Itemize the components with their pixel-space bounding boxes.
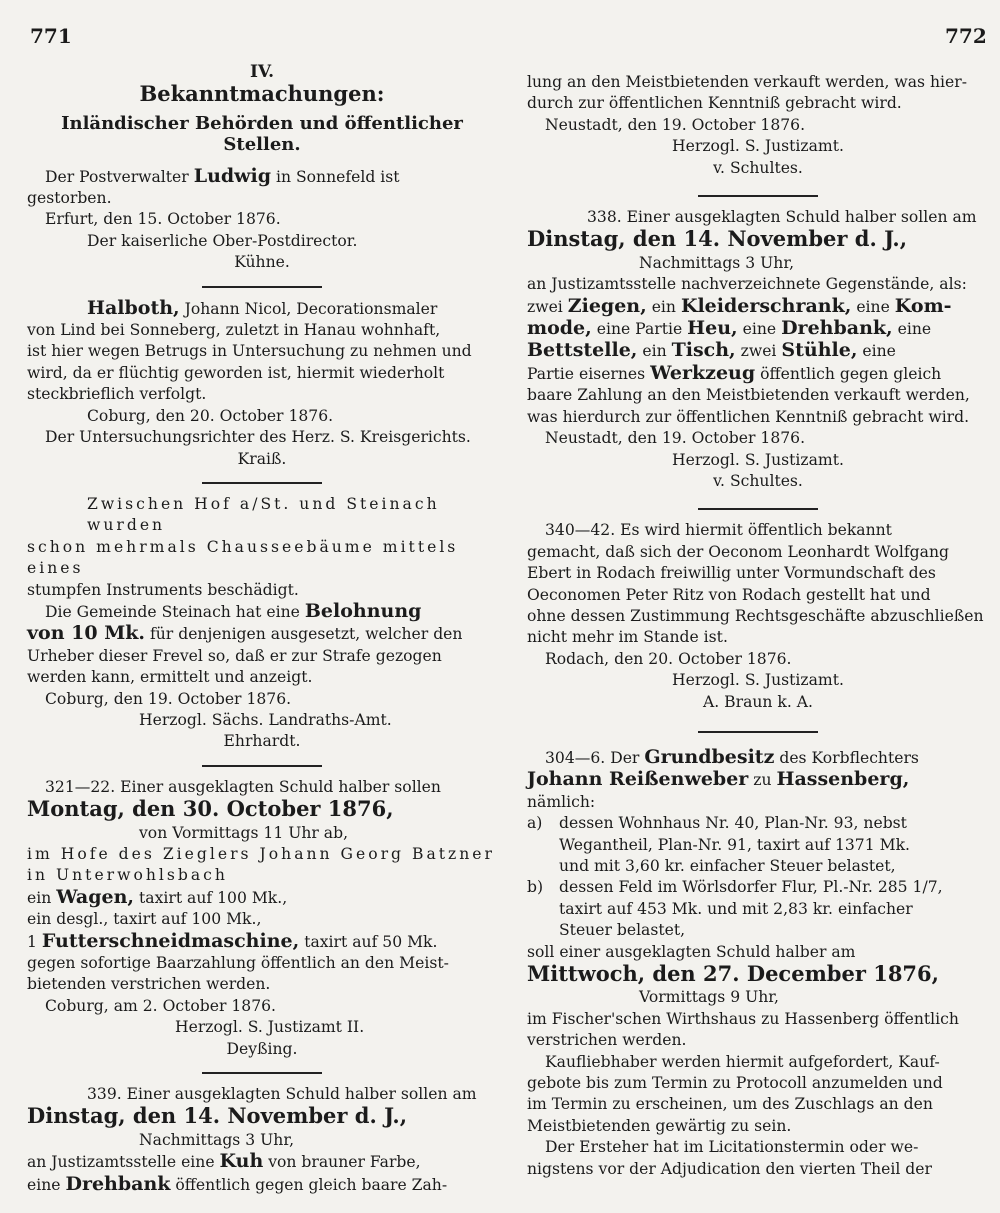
text-line: taxirt auf 453 Mk. und mit 2,83 kr. einfacher (559, 899, 913, 918)
divider (202, 286, 322, 288)
emphasis-amount: von 10 Mk. (27, 622, 146, 645)
list-item (527, 813, 989, 877)
text-line: durch zur öffentlichen Kenntniß gebracht wird. (527, 94, 902, 113)
signature: Kühne. (234, 253, 290, 272)
emphasis-item: Tisch, (671, 339, 736, 362)
text-line: Ebert in Rodach freiwillig unter Vormundschaft des (527, 564, 936, 583)
text-line: Wegantheil, Plan-Nr. 91, taxirt auf 1371 Mk. (559, 835, 910, 854)
emphasis-item: Werkzeug (650, 361, 756, 384)
emphasis-item: Wagen, (56, 885, 135, 908)
emphasis-item: Bettstelle, (527, 339, 638, 362)
text-line: ein desgl., taxirt auf 100 Mk., (27, 910, 262, 929)
divider (202, 1072, 322, 1074)
text-line: 339. Einer ausgeklagten Schuld halber sollen am (87, 1085, 477, 1104)
text-line: Johann Nicol, Decorationsmaler (184, 299, 438, 318)
divider (698, 195, 818, 197)
text-line: nigstens vor der Adjudication den vierten Theil der (527, 1159, 932, 1178)
authority-line: Der kaiserliche Ober-Postdirector. (87, 231, 358, 250)
signature: Kraiß. (237, 449, 287, 468)
text-line: lung an den Meistbietenden verkauft werden, was hier- (527, 73, 967, 91)
date-line: Neustadt, den 19. October 1876. (545, 115, 806, 134)
notice-340-42 (527, 520, 989, 713)
signature: v. Schultes. (713, 158, 803, 177)
authority-line: Herzogl. S. Justizamt. (672, 137, 844, 156)
text-line: soll einer ausgeklagten Schuld halber am (527, 942, 856, 961)
divider (698, 731, 818, 733)
text-line: taxirt auf 50 Mk. (304, 932, 438, 951)
emphasis-item: Kom- (894, 294, 952, 317)
text-line: für denjenigen ausgesetzt, welcher den (149, 625, 463, 644)
text-line: im Hofe des Zieglers Johann Georg Batzner (27, 845, 495, 863)
auction-date: Dinstag, den 14. November d. J., (527, 226, 907, 252)
text-line: wird, da er flüchtig geworden ist, hiermit wiederholt (27, 363, 445, 382)
left-column (27, 62, 497, 1196)
date-line: Coburg, am 2. October 1876. (45, 996, 277, 1015)
emphasis-place: Hassenberg, (776, 768, 910, 791)
emphasis-name: Halboth, (87, 296, 180, 319)
text-line: zwei (527, 297, 563, 316)
text-line: im Termin zu erscheinen, um des Zuschlags an den (527, 1095, 933, 1114)
divider (202, 482, 322, 484)
text-line: Die Gemeinde Steinach hat eine (45, 602, 300, 621)
text-line: nicht mehr im Stande ist. (527, 628, 728, 647)
text-line: eine (27, 1175, 61, 1194)
text-line: werden kann, ermittelt und anzeigt. (27, 668, 313, 687)
text-line: Urheber dieser Frevel so, daß er zur Strafe gezogen (27, 646, 442, 665)
right-column (527, 62, 989, 1180)
page-number-right: 772 (945, 24, 987, 48)
emphasis-name: Ludwig (193, 164, 272, 187)
text-line: Der Postverwalter (45, 167, 189, 186)
text-line: Steuer belastet, (559, 921, 686, 940)
emphasis-reward: Belohnung (304, 599, 422, 622)
text-line: im Fischer'schen Wirthshaus zu Hassenberg öffentlich (527, 1009, 959, 1028)
emphasis-item: Futterschneidmaschine, (41, 929, 300, 952)
divider (698, 508, 818, 510)
text-line: 340—42. Es wird hiermit öffentlich bekannt (545, 521, 892, 540)
text-line: ein (642, 342, 667, 361)
text-line: und mit 3,60 kr. einfacher Steuer belastet, (559, 857, 896, 875)
auction-date: Montag, den 30. October 1876, (27, 796, 394, 822)
text-line: gegen sofortige Baarzahlung öffentlich an den Meist- (27, 954, 449, 973)
signature: Ehrhardt. (223, 732, 301, 751)
text-line: gestorben. (27, 189, 112, 208)
text-line: Nachmittags 3 Uhr, (639, 253, 795, 272)
emphasis-item: Stühle, (781, 339, 858, 362)
text-line: ohne dessen Zustimmung Rechtsgeschäfte abzuschließen (527, 606, 984, 625)
notice-postverwalter (27, 166, 497, 274)
text-line: eine (856, 297, 890, 316)
text-line: bietenden verstrichen werden. (27, 975, 271, 994)
text-line: 321—22. Einer ausgeklagten Schuld halber sollen (45, 777, 441, 796)
text-line: schon mehrmals Chausseebäume mittels eines (27, 537, 459, 578)
page-number-left: 771 (30, 24, 72, 48)
section-subheading: Inländischer Behörden und öffentlicher Stellen. (61, 112, 463, 156)
text-line: an Justizamtsstelle nachverzeichnete Gegenstände, als: (527, 275, 967, 294)
signature: Deyßing. (226, 1039, 298, 1058)
text-line: Kaufliebhaber werden hiermit aufgefordert, Kauf- (545, 1052, 940, 1071)
text-line: ein (651, 297, 676, 316)
emphasis-item: Heu, (687, 317, 738, 340)
date-line: Coburg, den 19. October 1876. (45, 689, 292, 708)
text-line: gemacht, daß sich der Oeconom Leonhardt Wolfgang (527, 542, 949, 561)
text-line: was hierdurch zur öffentlichen Kenntniß gebracht wird. (527, 407, 970, 426)
date-line: Neustadt, den 19. October 1876. (545, 429, 806, 448)
text-line: Vormittags 9 Uhr, (639, 988, 779, 1007)
list-label: a) (527, 814, 543, 833)
text-line: von Lind bei Sonneberg, zuletzt in Hanau wohnhaft, (27, 321, 441, 340)
text-line: verstrichen werden. (527, 1031, 687, 1050)
text-line: von brauner Farbe, (268, 1153, 421, 1172)
text-line: gebote bis zum Termin zu Protocoll anzumelden und (527, 1074, 943, 1093)
text-line: an Justizamtsstelle eine (27, 1153, 215, 1172)
text-line: nämlich: (527, 792, 596, 811)
text-line: Oeconomen Peter Ritz von Rodach gestellt hat und (527, 585, 931, 604)
notice-338 (527, 207, 989, 492)
emphasis-item: Grundbesitz (644, 745, 775, 768)
text-line: in Unterwohlsbach (27, 866, 228, 885)
text-line: 1 (27, 932, 37, 951)
auction-date: Mittwoch, den 27. December 1876, (527, 961, 939, 987)
text-line: baare Zahlung an den Meistbietenden verkauft werden, (527, 386, 970, 405)
text-line: dessen Feld im Wörlsdorfer Flur, Pl.-Nr. 285 1/7, (559, 878, 943, 897)
text-line: Partie eisernes (527, 364, 646, 383)
text-line: eine Partie (596, 320, 683, 339)
notice-halboth (27, 298, 497, 470)
date-line: Rodach, den 20. October 1876. (545, 649, 792, 668)
text-line: zwei (740, 342, 777, 361)
text-line: stumpfen Instruments beschädigt. (27, 580, 299, 599)
text-line: Zwischen Hof a/St. und Steinach wurden (87, 494, 440, 535)
text-line: zu (753, 771, 772, 790)
text-line: Meistbietenden gewärtig zu sein. (527, 1116, 792, 1135)
text-line: eine (897, 320, 932, 339)
list-item (527, 877, 989, 941)
text-line: eine (742, 320, 777, 339)
notice-339 (27, 1084, 497, 1196)
text-line: Der Ersteher hat im Licitationstermin oder we- (545, 1138, 919, 1157)
emphasis-item: Drehbank (65, 1172, 171, 1195)
text-line: 304—6. Der (545, 748, 640, 767)
notice-339-continued (527, 72, 989, 179)
text-line: des Korbflechters (779, 748, 919, 767)
emphasis-item: Drehbank, (781, 317, 893, 340)
emphasis-item: Kuh (219, 1150, 264, 1173)
text-line: eine (862, 342, 896, 361)
authority-line: Herzogl. S. Justizamt. (672, 450, 844, 469)
text-line: dessen Wohnhaus Nr. 40, Plan-Nr. 93, nebst (559, 814, 907, 833)
text-line: von Vormittags 11 Uhr ab, (139, 823, 349, 842)
text-line: öffentlich gegen gleich (760, 364, 942, 383)
auction-date: Dinstag, den 14. November d. J., (27, 1103, 407, 1129)
text-line: ein (27, 888, 52, 907)
emphasis-item: Ziegen, (567, 294, 647, 317)
section-heading: Bekanntmachungen: (139, 81, 385, 107)
section-number: IV. (249, 62, 275, 82)
text-line: öffentlich gegen gleich baare Zah- (175, 1175, 448, 1194)
signature: v. Schultes. (713, 471, 803, 490)
text-line: ist hier wegen Betrugs in Untersuchung zu nehmen und (27, 342, 472, 361)
notice-steinach (27, 494, 497, 753)
text-line: steckbrieflich verfolgt. (27, 385, 207, 404)
list-label: b) (527, 878, 544, 897)
notice-321-22 (27, 777, 497, 1060)
text-line: 338. Einer ausgeklagten Schuld halber sollen am (587, 208, 977, 227)
text-line: taxirt auf 100 Mk., (139, 888, 288, 907)
date-line: Coburg, den 20. October 1876. (87, 406, 334, 425)
emphasis-name: Johann Reißenweber (527, 768, 749, 791)
authority-line: Herzogl. S. Justizamt. (672, 671, 844, 690)
text-line: in Sonnefeld ist (276, 167, 400, 186)
authority-line: Herzogl. Sächs. Landraths-Amt. (139, 710, 392, 729)
divider (202, 765, 322, 767)
date-line: Erfurt, den 15. October 1876. (45, 210, 281, 229)
signature: A. Braun k. A. (702, 692, 813, 711)
authority-line: Der Untersuchungsrichter des Herz. S. Kreisgerichts. (45, 428, 471, 447)
text-line: Nachmittags 3 Uhr, (139, 1130, 295, 1149)
authority-line: Herzogl. S. Justizamt II. (175, 1018, 365, 1037)
notice-304-6 (527, 747, 989, 1180)
emphasis-item: Kleiderschrank, (680, 294, 852, 317)
emphasis-item: mode, (527, 317, 592, 340)
